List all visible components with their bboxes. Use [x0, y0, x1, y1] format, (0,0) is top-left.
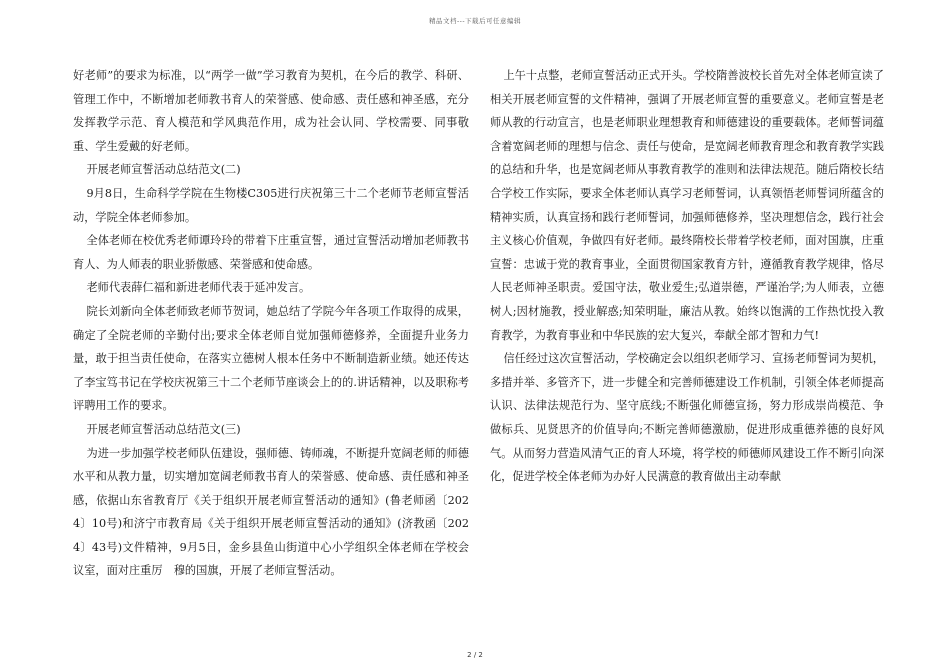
- paragraph: 院长刘新向全体老师致老师节贺词，她总结了学院今年各项工作取得的成果，确定了全院老师的辛勤付出;要求全体老师自觉加强师德修养，全面提升业务力量，敢于担当责任使命，在落实立德树人根本任务中不断制造新业绩。她还传达了李宝笃书记在学校庆祝第三十二个老师节座谈会上的的.讲话精神，以及职称考评聘用工作的要求。: [73, 304, 469, 413]
- page-number: 2 / 2: [467, 651, 483, 659]
- paragraph: 全体老师在校优秀老师谭玲玲的带着下庄重宣誓，通过宣誓活动增加老师教书育人、为人师表的职业骄傲感、荣誉感和使命感。: [73, 234, 469, 271]
- paragraph: 9月8日，生命科学学院在生物楼C305进行庆祝第三十二个老师节老师宣誓活动，学院全体老师参加。: [73, 186, 469, 224]
- page-header: 精品文档---下载后可任意编辑: [428, 17, 522, 25]
- paragraph: 好老师”的要求为标准，以“两学一做”学习教育为契机，在今后的教学、科研、管理工作中，不断增加老师教书育人的荣誉感、使命感、责任感和神圣感，充分发挥教学示范、育人模范和学风典范作用，成为社会认同、学校需要、同事敬重、学生爱戴的好老师。: [73, 69, 469, 153]
- section-heading: 开展老师宣誓活动总结范文(三): [86, 422, 241, 436]
- right-column: [490, 64, 884, 489]
- section-heading: 开展老师宣誓活动总结范文(二): [86, 163, 241, 177]
- paragraph: 上午十点整，老师宣誓活动正式开头。学校隋善波校长首先对全体老师宣读了相关开展老师宣誓的文件精神，强调了开展老师宣誓的重要意义。老师宣誓是老师从教的行动宣言，也是老师职业理想教育和师德建设的重要载体。老师誓词蕴含着宽阔老师的理想与信念、责任与使命，是宽阔老师教育理念和教育教学实践的总结和升华，也是宽阔老师从事教育教学的准则和法律法规范。随后隋校长结合学校工作实际，要求全体老师认真学习老师誓词，认真领悟老师誓词所蕴含的精神实质，认真宣扬和践行老师誓词，加强师德修养，坚决理想信念，践行社会主义核心价值观，争做四有好老师。最终隋校长带着学校老师，面对国旗，庄重宣誓：忠诚于党的教育事业，全面贯彻国家教育方针，遵循教育教学规律，恪尽人民老师神圣职责。爱国守法，敬业爱生;弘道崇德，严谨治学;为人师表，立德树人;因材施教，授业解惑;知荣明耻，廉洁从教。始终以饱满的工作热忱投入教育教学，为教育事业和中华民族的宏大复兴，奉献全部才智和力气!: [490, 69, 884, 342]
- paragraph: 为进一步加强学校老师队伍建设，强师德、铸师魂，不断提升宽阔老师的师德水平和从教力量，切实增加宽阔老师教书育人的荣誉感、使命感、责任感和神圣感，依据山东省教育厅《关于组织开展老师宣誓活动的通知》(鲁老师函〔2024〕10号)和济宁市教育局《关于组织开展老师宣誓活动的通知》(济教函〔2024〕43号)文件精神，9月5日，金乡县鱼山街道中心小学组织全体老师在学校会议室，面对庄重厉 穆的国旗，开展了老师宣誓活动。: [73, 446, 469, 578]
- paragraph: 信任经过这次宣誓活动，学校确定会以组织老师学习、宣扬老师誓词为契机，多措并举、多管齐下，进一步健全和完善师德建设工作机制，引领全体老师提高认识、法律法规范行为、坚守底线;不断强化师德宣扬，努力形成崇尚模范、争做标兵、见贤思齐的价值导向;不断完善师德激励，促进形成重德养德的良好风气。从而努力营造风清气正的育人环境，将学校的师德师风建设工作不断引向深化，促进学校全体老师为办好人民满意的教育做出主动奉献: [490, 352, 884, 484]
- left-column: [73, 64, 469, 583]
- paragraph: 老师代表薛仁福和新进老师代表于延冲发言。: [86, 281, 311, 295]
